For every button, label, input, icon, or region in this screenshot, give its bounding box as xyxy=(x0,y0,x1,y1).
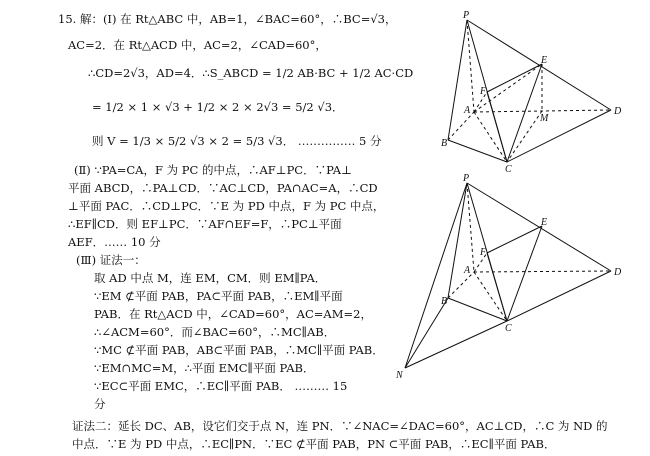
solution-line: 平面 ABCD，∴PA⊥CD．∵AC⊥CD，PA∩AC=A，∴CD xyxy=(68,181,378,195)
vertex-label: M xyxy=(540,113,549,124)
solution-line: ∵EM ⊄平面 PAB，PA⊂平面 PAB，∴EM∥平面 xyxy=(94,289,343,303)
vertex-label: P xyxy=(463,10,470,21)
solution-line: ∴∠ACM=60°．而∠BAC=60°，∴MC∥AB． xyxy=(94,325,336,339)
solution-line: (Ⅲ) 证法一： xyxy=(76,253,146,267)
solution-line: 15. 解：(Ⅰ) 在 Rt△ABC 中，AB=1，∠BAC=60°，∴BC=√3， xyxy=(58,12,397,26)
vertex-label: E xyxy=(541,55,548,66)
solution-line: 取 AD 中点 M，连 EM，CM．则 EM∥PA． xyxy=(94,271,327,285)
solution-line: ⊥平面 PAC．∴CD⊥PC．∵E 为 PD 中点，F 为 PC 中点， xyxy=(68,199,385,213)
vertex-label: B xyxy=(441,296,448,307)
solution-line: ∵EC⊂平面 EMC，∴EC∥平面 PAB． ……… 15 xyxy=(94,379,348,393)
vertex-label: E xyxy=(541,217,548,228)
solution-line: 中点．∵E 为 PD 中点，∴EC∥PN．∵EC ⊄平面 PAB，PN ⊂平面 PAB，∴EC∥平面 PAB． xyxy=(72,437,556,451)
vertex-label: D xyxy=(614,106,622,117)
vertex-label: A xyxy=(464,265,471,276)
vertex-label: C xyxy=(505,164,512,175)
figure-top xyxy=(448,20,611,162)
solution-line: 分 xyxy=(94,397,106,411)
solution-line: ∵MC ⊄平面 PAB，AB⊂平面 PAB，∴MC∥平面 PAB． xyxy=(94,343,384,357)
vertex-label: P xyxy=(463,173,470,184)
vertex-label: F xyxy=(480,86,487,97)
solution-line: = 1/2 × 1 × √3 + 1/2 × 2 × 2√3 = 5/2 √3． xyxy=(92,100,344,114)
vertex-label: N xyxy=(396,370,403,381)
vertex-label: B xyxy=(441,138,448,149)
solution-line: 则 V = 1/3 × 5/2 √3 × 2 = 5/3 √3． …………… 5 分 xyxy=(92,134,382,148)
solution-line: ∴CD=2√3，AD=4．∴S_ABCD = 1/2 AB·BC + 1/2 AC·CD xyxy=(88,66,414,80)
figure-bottom-labels xyxy=(395,173,622,381)
solution-line: 证法二：延长 DC、AB，设它们交于点 N，连 PN．∵∠NAC=∠DAC=60°，AC⊥CD，∴C 为 ND 的 xyxy=(72,419,608,433)
solution-line: ∴EF∥CD．则 EF⊥PC．∵AF∩EF=F，∴PC⊥平面 xyxy=(68,217,342,231)
vertex-label: D xyxy=(614,267,622,278)
solution-line: AEF．…… 10 分 xyxy=(68,235,161,249)
vertex-label: C xyxy=(505,323,512,334)
vertex-label: A xyxy=(464,105,471,116)
solution-line: ∵EM∩MC=M，∴平面 EMC∥平面 PAB． xyxy=(94,361,315,375)
solution-line: AC=2．在 Rt△ACD 中，AC=2，∠CAD=60°， xyxy=(68,38,327,52)
vertex-label: F xyxy=(480,247,487,258)
solution-line: PAB．在 Rt△ACD 中，∠CAD=60°，AC=AM=2， xyxy=(94,307,372,321)
figure-bottom xyxy=(405,183,611,368)
solution-line: (Ⅱ) ∵PA=CA，F 为 PC 的中点，∴AF⊥PC．∵PA⊥ xyxy=(74,163,352,177)
